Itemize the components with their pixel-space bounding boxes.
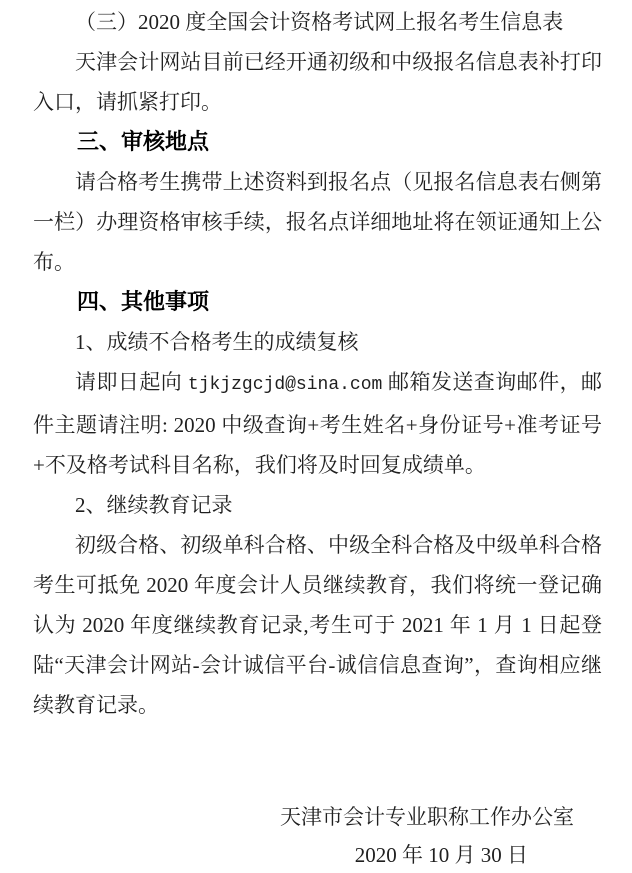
score-recheck-prefix-text: 请即日起向 bbox=[75, 370, 188, 394]
para-item-2-continuing-education-title: 2、继续教育记录 bbox=[75, 493, 233, 517]
signature-block bbox=[33, 797, 602, 873]
signature-date: 2020 年 10 月 30 日 bbox=[354, 843, 528, 867]
email-address: tjkjzgcjd@sina.com bbox=[187, 375, 383, 395]
heading-section-4-other-matters: 四、其他事项 bbox=[77, 289, 210, 314]
para-continuing-education-details: 初级合格、初级单科合格、中级全科合格及中级单科合格考生可抵免 2020 年度会计人员继续教育，我们将统一登记确认为 2020 年度继续教育记录,考生可于 2021 年 1 月 1 日起登陆“天津会计网站-会计诚信平台-诚信信息查询”，查询相应继续教育记录。 bbox=[33, 533, 602, 717]
para-onsite-review-instructions: 请合格考生携带上述资料到报名点（见报名信息表右侧第一栏）办理资格审核手续，报名点详细地址将在领证通知上公布。 bbox=[33, 170, 602, 274]
para-item-1-score-recheck-title: 1、成绩不合格考生的成绩复核 bbox=[75, 330, 359, 354]
subsection-3-title: （三）2020 度全国会计资格考试网上报名考生信息表 bbox=[75, 10, 564, 34]
signature-organization: 天津市会计专业职称工作办公室 bbox=[280, 805, 574, 829]
para-score-recheck-instructions bbox=[33, 362, 602, 485]
heading-section-3-review-location: 三、审核地点 bbox=[77, 129, 210, 154]
score-recheck-suffix-text: 邮箱发送查询邮件，邮件主题请注明: 2020 中级查询+考生姓名+身份证号+准考证号+不及格考试科目名称，我们将及时回复成绩单。 bbox=[33, 370, 603, 477]
para-info-form-print-notice: 天津会计网站目前已经开通初级和中级报名信息表补打印入口，请抓紧打印。 bbox=[33, 50, 602, 114]
